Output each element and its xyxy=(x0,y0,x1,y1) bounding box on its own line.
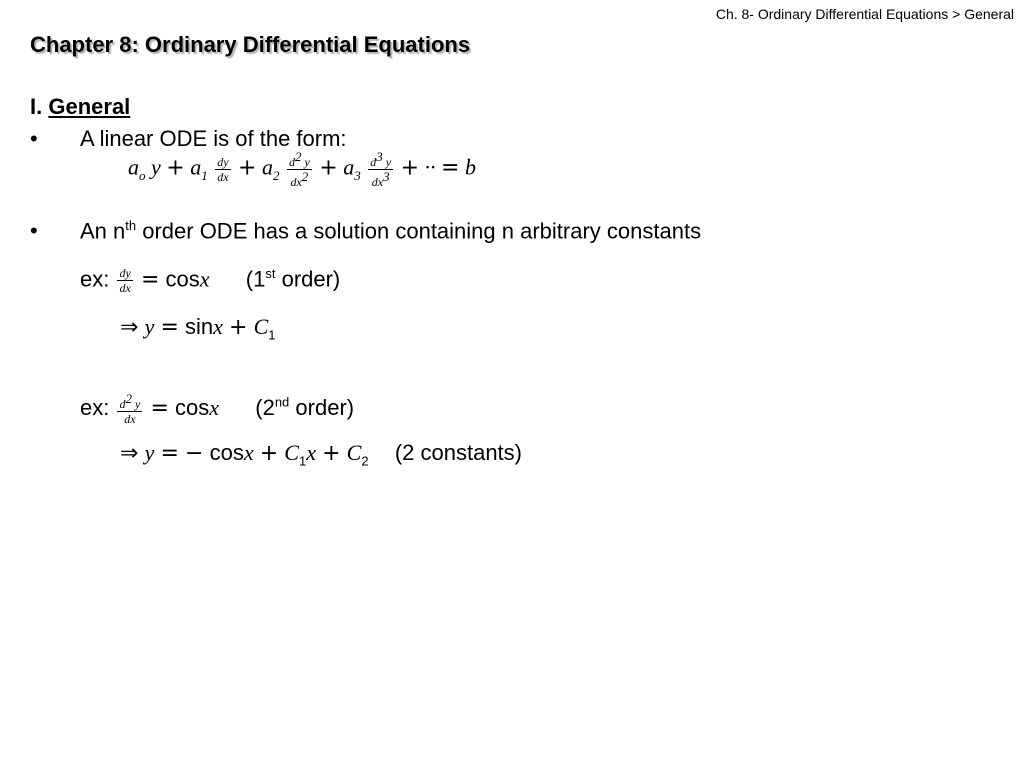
implies-arrow-icon: ⇒ xyxy=(120,441,139,466)
breadcrumb: Ch. 8- Ordinary Differential Equations > General xyxy=(715,6,1014,22)
constants-note: (2 constants) xyxy=(394,440,522,465)
section-heading xyxy=(30,94,130,120)
bullet-linear-ode xyxy=(30,126,347,152)
section-name: General xyxy=(48,94,131,119)
example-second-order: ex: $\frac{d^2 y}{dx}$ = cosx (2nd order) xyxy=(80,391,355,426)
second-derivative-fraction: $\frac{d^2 y}{dx}$ xyxy=(119,391,141,426)
first-derivative-fraction: $\frac{dy}{dx}$ xyxy=(119,266,131,296)
plus-symbol: + xyxy=(166,155,185,181)
second-derivative-fraction: $\frac{d^2 y}{dx^2}$ xyxy=(288,149,310,189)
bullet-marker: • xyxy=(30,218,38,243)
first-derivative-fraction: $\frac{dy}{dx}$ xyxy=(217,155,229,184)
example-label: ex: xyxy=(80,266,110,292)
solution-second-order: ⇒ y = − $\cos x + C_1x + C_2$ (2 constants) xyxy=(120,440,522,469)
example-first-order: ex: $\frac{dy}{dx}$ = cosx (1st order) xyxy=(80,266,341,296)
linear-ode-equation: $a_o$ $y + a_1$ $\frac{dy}{dx}$ + $a_2$ $\frac{d^2 y}{dx^2}$ + $a_3$ $\frac{d^3 y}{dx^3}$ + ·· = b xyxy=(128,149,476,189)
implies-arrow-icon: ⇒ xyxy=(120,315,139,340)
bullet-text: A linear ODE is of the form: xyxy=(80,126,347,151)
example-label: ex: xyxy=(80,394,110,420)
bullet-nth-order: • An $n^{th}$ order ODE has a solution containing n arbitrary constants xyxy=(30,218,702,244)
third-derivative-fraction: $\frac{d^3 y}{dx^3}$ xyxy=(370,149,392,189)
bullet-marker: • xyxy=(30,126,38,151)
equals-symbol: = xyxy=(441,155,460,181)
section-number: I. xyxy=(30,94,43,119)
solution-first-order: ⇒ $y = \sin x + C_1$ xyxy=(120,314,276,343)
chapter-title: Chapter 8: Ordinary Differential Equations xyxy=(30,32,471,57)
